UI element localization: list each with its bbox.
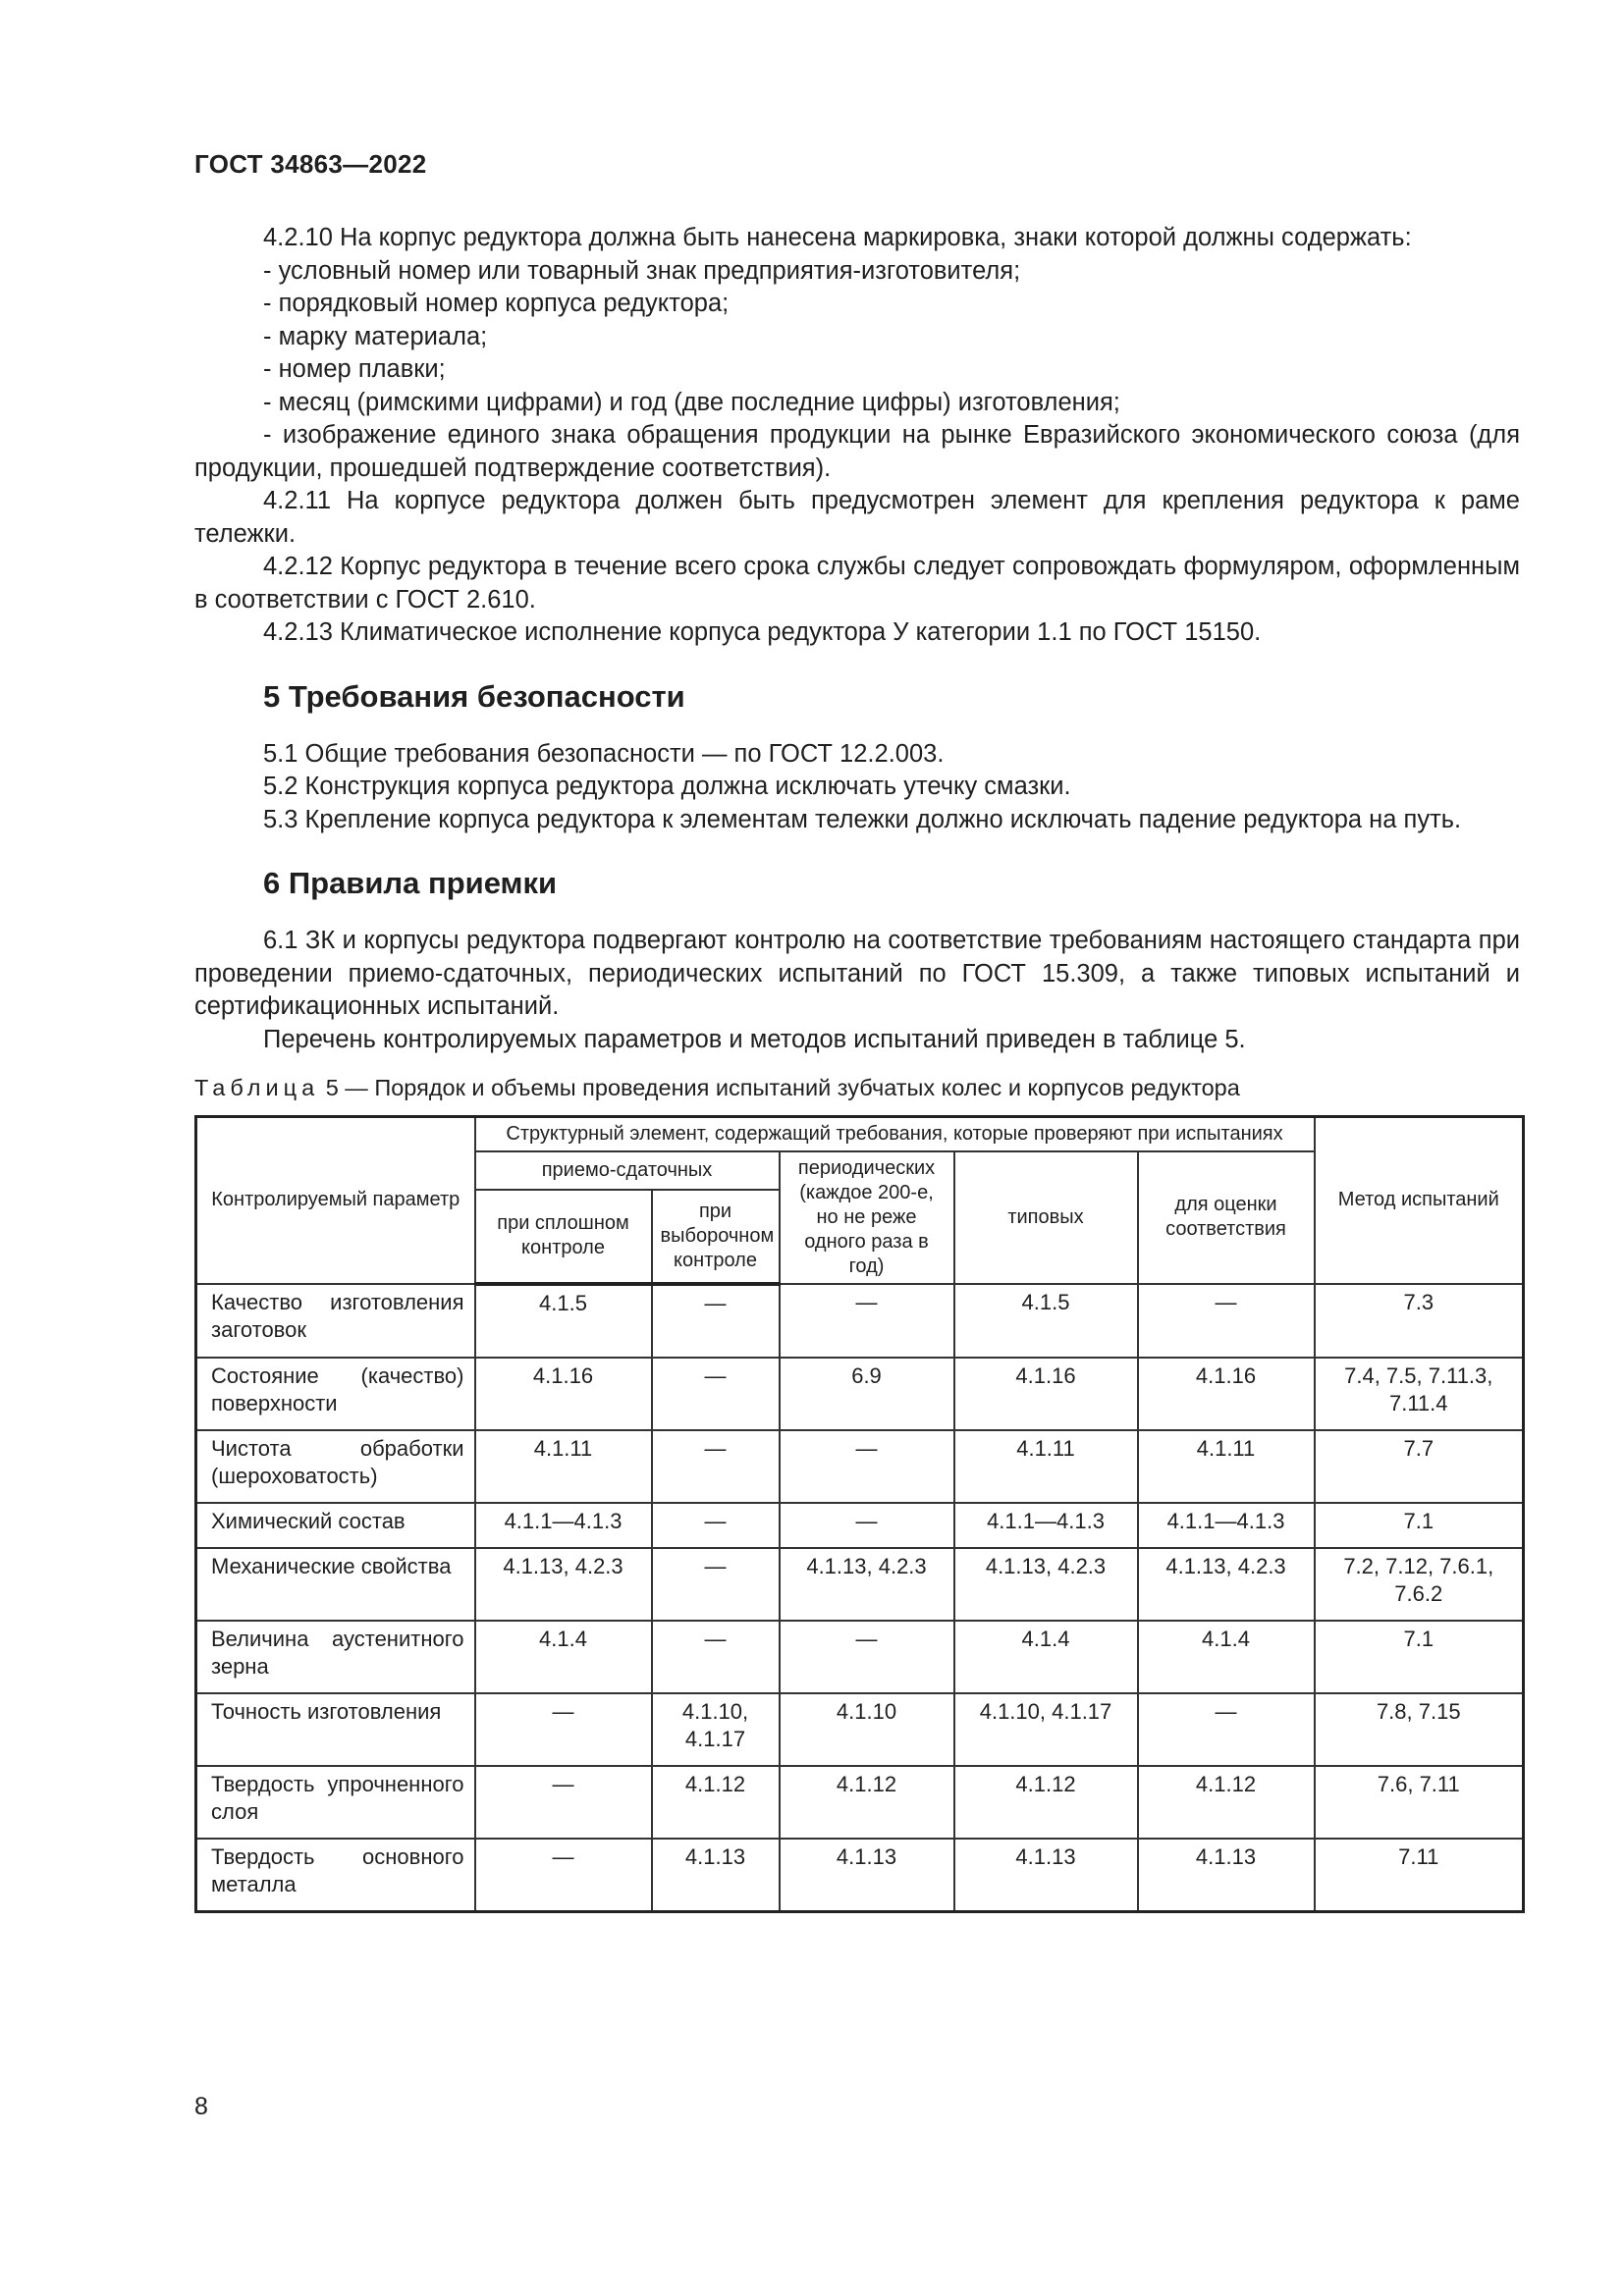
table-cell-param: Состояние (качество) поверхности	[196, 1358, 475, 1430]
list-item-3: - марку материала;	[263, 322, 488, 350]
table-cell: 4.1.5	[475, 1284, 652, 1358]
table-cell: 7.4, 7.5, 7.11.3, 7.11.4	[1315, 1358, 1524, 1430]
table-cell-param: Чистота обработки (шероховатость)	[196, 1430, 475, 1503]
table-cell: —	[652, 1548, 780, 1621]
list-item-1: - условный номер или товарный знак предприятия-изготовителя;	[263, 256, 1021, 285]
table-cell: 4.1.13, 4.2.3	[475, 1548, 652, 1621]
table-cell: 7.2, 7.12, 7.6.1, 7.6.2	[1315, 1548, 1524, 1621]
header-structural: Структурный элемент, содержащий требования, которые проверяют при испытаниях	[475, 1116, 1315, 1151]
table-cell: 4.1.4	[475, 1621, 652, 1693]
table-cell: —	[475, 1839, 652, 1912]
table-row	[196, 1693, 1524, 1766]
table-cell: —	[780, 1503, 954, 1548]
table-cell: —	[780, 1430, 954, 1503]
paragraph-4-2-10: 4.2.10 На корпус редуктора должна быть нанесена маркировка, знаки которой должны содержать:	[263, 224, 1412, 251]
table-cell: 4.1.13	[954, 1839, 1138, 1912]
table-cell: 4.1.16	[1138, 1358, 1315, 1430]
table-cell: 4.1.11	[954, 1430, 1138, 1503]
table-cell: —	[475, 1766, 652, 1839]
table-cell: 4.1.12	[1138, 1766, 1315, 1839]
paragraph-4-2-11: 4.2.11 На корпусе редуктора должен быть предусмотрен элемент для крепления редуктора к раме тележки.	[194, 487, 1520, 548]
table-cell: —	[1138, 1693, 1315, 1766]
table-cell: 7.7	[1315, 1430, 1524, 1503]
table-row	[196, 1430, 1524, 1503]
header-param: Контролируемый параметр	[196, 1116, 475, 1284]
body-text	[194, 222, 1520, 1913]
table-cell: —	[652, 1430, 780, 1503]
table-cell: 4.1.13	[652, 1839, 780, 1912]
paragraph-4-2-13: 4.2.13 Климатическое исполнение корпуса редуктора У категории 1.1 по ГОСТ 15150.	[263, 618, 1262, 646]
list-item-2: - порядковый номер корпуса редуктора;	[263, 290, 730, 317]
table-row	[196, 1358, 1524, 1430]
table-cell: 4.1.12	[780, 1766, 954, 1839]
table-cell: 4.1.4	[954, 1621, 1138, 1693]
table-cell-param: Твердость основного металла	[196, 1839, 475, 1912]
table-cell: 7.6, 7.11	[1315, 1766, 1524, 1839]
table-cell: 4.1.1—4.1.3	[954, 1503, 1138, 1548]
table-cell-param: Твердость упрочненного слоя	[196, 1766, 475, 1839]
list-item-5: - месяц (римскими цифрами) и год (две последние цифры) изготовления;	[263, 388, 1120, 416]
header-continuous: при сплошном контроле	[475, 1190, 652, 1284]
table-cell: 7.1	[1315, 1621, 1524, 1693]
table-row	[196, 1839, 1524, 1912]
table-cell: —	[780, 1284, 954, 1358]
table-cell: 4.1.13, 4.2.3	[1138, 1548, 1315, 1621]
document-header: ГОСТ 34863—2022	[194, 149, 427, 179]
table-cell: 4.1.11	[1138, 1430, 1315, 1503]
table-cell: 7.11	[1315, 1839, 1524, 1912]
table-cell: 4.1.11	[475, 1430, 652, 1503]
paragraph-4-2-12: 4.2.12 Корпус редуктора в течение всего срока службы следует сопровождать формуляром, оформленным в соответствии с ГОСТ 2.610.	[194, 553, 1520, 614]
page-number: 8	[194, 2093, 208, 2120]
paragraph-5-3: 5.3 Крепление корпуса редуктора к элементам тележки должно исключать падение редуктора на путь.	[263, 805, 1462, 833]
table-cell: 4.1.10	[780, 1693, 954, 1766]
table-cell: —	[475, 1693, 652, 1766]
header-acceptance: приемо-сдаточных	[475, 1151, 780, 1190]
table-cell: —	[652, 1358, 780, 1430]
table-cell: 4.1.10, 4.1.17	[954, 1693, 1138, 1766]
paragraph-5-2: 5.2 Конструкция корпуса редуктора должна исключать утечку смазки.	[263, 773, 1071, 800]
table-cell: 4.1.13	[1138, 1839, 1315, 1912]
table-cell: 7.8, 7.15	[1315, 1693, 1524, 1766]
table-cell: 4.1.1—4.1.3	[1138, 1503, 1315, 1548]
table-row	[196, 1621, 1524, 1693]
table-caption-text: — Порядок и объемы проведения испытаний зубчатых колес и корпусов редуктора	[338, 1075, 1240, 1100]
header-method: Метод испытаний	[1315, 1116, 1524, 1284]
table-cell-param: Химический состав	[196, 1503, 475, 1548]
table-cell: 4.1.12	[652, 1766, 780, 1839]
table-cell-param: Величина аустенитного зерна	[196, 1621, 475, 1693]
table-cell: 4.1.13, 4.2.3	[954, 1548, 1138, 1621]
table-cell: 4.1.13, 4.2.3	[780, 1548, 954, 1621]
paragraph-6-1-list: Перечень контролируемых параметров и методов испытаний приведен в таблице 5.	[263, 1025, 1246, 1053]
table-cell: 4.1.4	[1138, 1621, 1315, 1693]
table-cell-param: Точность изготовления	[196, 1693, 475, 1766]
table-row	[196, 1766, 1524, 1839]
table-cell: 6.9	[780, 1358, 954, 1430]
table-row	[196, 1503, 1524, 1548]
table-caption-label: Таблица	[194, 1075, 320, 1100]
header-sampling: при выборочном контроле	[652, 1190, 780, 1284]
table-row	[196, 1284, 1524, 1358]
list-item-4: - номер плавки;	[263, 355, 446, 383]
list-item-6: - изображение единого знака обращения продукции на рынке Евразийского экономического союза (для продукции, прошедшей подтверждение соответствия).	[194, 421, 1520, 482]
section-6-title: 6 Правила приемки	[263, 866, 558, 900]
table-cell: —	[652, 1284, 780, 1358]
table-cell: 7.1	[1315, 1503, 1524, 1548]
table-cell-param: Качество изготовления заготовок	[196, 1284, 475, 1358]
table-cell: —	[1138, 1284, 1315, 1358]
table-cell: 4.1.10, 4.1.17	[652, 1693, 780, 1766]
table-cell: 4.1.5	[954, 1284, 1138, 1358]
table-caption-number: 5	[325, 1075, 339, 1100]
header-conformity: для оценки соответствия	[1138, 1151, 1315, 1284]
table-cell: 7.3	[1315, 1284, 1524, 1358]
table-cell-param: Механические свойства	[196, 1548, 475, 1621]
table-5	[194, 1115, 1525, 1913]
header-typical: типовых	[954, 1151, 1138, 1284]
header-periodic: периодических (каждое 200-е, но не реже одного раза в год)	[780, 1151, 954, 1284]
table-cell: —	[652, 1621, 780, 1693]
table-cell: 4.1.1—4.1.3	[475, 1503, 652, 1548]
table-cell: —	[652, 1503, 780, 1548]
table-cell: 4.1.13	[780, 1839, 954, 1912]
table-cell: —	[780, 1621, 954, 1693]
table-cell: 4.1.12	[954, 1766, 1138, 1839]
table-caption	[194, 1072, 1520, 1105]
table-cell: 4.1.16	[475, 1358, 652, 1430]
paragraph-6-1: 6.1 ЗК и корпусы редуктора подвергают контролю на соответствие требованиям настоящего стандарта при проведении приемо-сдаточных, периодических испытаний по ГОСТ 15.309, а также типовых испытаний и сертификационных испытаний.	[194, 927, 1520, 1020]
table-cell: 4.1.16	[954, 1358, 1138, 1430]
section-5-title: 5 Требования безопасности	[263, 678, 685, 714]
paragraph-5-1: 5.1 Общие требования безопасности — по ГОСТ 12.2.003.	[263, 739, 945, 768]
table-row	[196, 1548, 1524, 1621]
